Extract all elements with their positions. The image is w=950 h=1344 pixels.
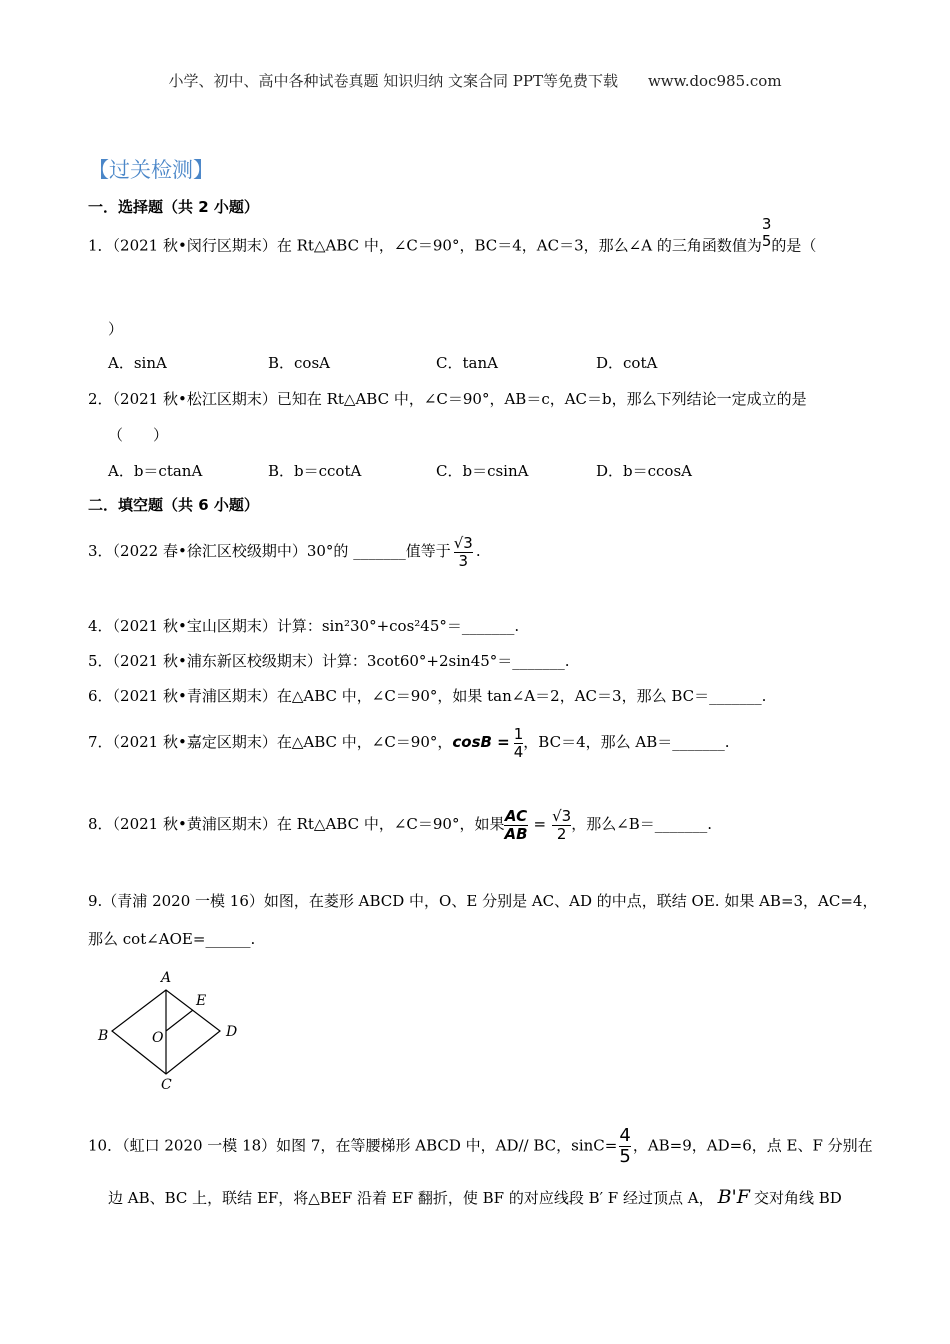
part2-heading: 二．填空题（共 6 小题） [88, 496, 259, 514]
question-2: 2．（2021 秋•松江区期末）已知在 Rt△ABC 中，∠C＝90°，AB＝c，AC＝b，那么下列结论一定成立的是 [88, 390, 807, 408]
q2-option-b: B．b＝ccotA [268, 462, 362, 480]
question-9-line1: 9.（青浦 2020 一模 16）如图，在菱形 ABCD 中，O、E 分别是 AC、AD 的中点，联结 OE. 如果 AB=3，AC=4， [88, 892, 878, 910]
question-1-cont: ） [108, 320, 124, 338]
label-c: C [161, 1077, 172, 1093]
q1-option-c: C．tanA [436, 354, 498, 372]
question-3: 3．（2022 春•徐汇区校级期中）30°的 _______值等于 $\frac{√3}{3}$ . [88, 534, 481, 570]
fraction-three-fifths: 3 5 [761, 215, 772, 250]
label-a: A [161, 970, 172, 986]
fraction-sqrt3-over-2: $\frac{√3}{2}$ [552, 807, 572, 843]
question-2-cont: （ ） [108, 426, 169, 444]
fraction-ac-over-ab: $\frac{AC}{AB}$ [504, 807, 528, 843]
q2-option-d: D．b＝ccosA [596, 462, 692, 480]
question-1-prefix: 1．（2021 秋•闵行区期末）在 Rt△ABC 中，∠C＝90°，BC＝4，AC＝3，那么∠A 的三角函数值为 [88, 236, 762, 255]
question-7: 7．（2021 秋•嘉定区期末）在△ABC 中，∠C＝90°，cosB = $\frac{1}{4}$ ，BC＝4，那么 AB＝_______. [88, 725, 730, 761]
b-prime-f-label: B'F [717, 1186, 750, 1208]
label-o: O [152, 1030, 164, 1046]
q1-option-a: A．sinA [108, 354, 167, 372]
page-header: 小学、初中、高中各种试卷真题 知识归纳 文案合同 PPT等免费下载 www.doc985.com [168, 72, 782, 90]
cos-b-label: cosB = [452, 733, 510, 751]
q1-option-d: D．cotA [596, 354, 658, 372]
rhombus-figure [90, 965, 250, 1095]
fraction-sqrt3-over-3: $\frac{√3}{3}$ [453, 534, 473, 570]
q2-option-a: A．b＝ctanA [108, 462, 203, 480]
question-6: 6．（2021 秋•青浦区期末）在△ABC 中，∠C＝90°，如果 tan∠A＝2，AC＝3，那么 BC＝_______. [88, 687, 767, 705]
segment-oe [166, 1010, 193, 1031]
question-9-line2: 那么 cot∠AOE=______. [88, 930, 256, 948]
question-8: 8．（2021 秋•黄浦区期末）在 Rt△ABC 中，∠C＝90°，如果 $\frac{AC}{AB}$ = $\frac{√3}{2}$ ，那么∠B＝_______. [88, 807, 713, 843]
question-10-line1: 10．（虹口 2020 一模 18）如图 7，在等腰梯形 ABCD 中，AD// BC，sinC= $\frac{4}{5}$ ，AB=9，AD=6，点 E、F 分别在 [88, 1125, 873, 1167]
label-b: B [98, 1028, 109, 1044]
q2-option-c: C．b＝csinA [436, 462, 529, 480]
fraction-four-fifths: $\frac{4}{5}$ [619, 1125, 631, 1167]
q1-option-b: B．cosA [268, 354, 330, 372]
fraction-one-quarter: $\frac{1}{4}$ [513, 725, 524, 761]
question-1: 1．（2021 秋•闵行区期末）在 Rt△ABC 中，∠C＝90°，BC＝4，AC＝3，那么∠A 的三角函数值为 3 5 的是（ [88, 215, 817, 255]
question-10-line2: 边 AB、BC 上，联结 EF，将△BEF 沿着 EF 翻折，使 BF 的对应线段 B′ F 经过顶点 A， B'F 交对角线 BD [108, 1186, 842, 1208]
part1-heading: 一．选择题（共 2 小题） [88, 198, 259, 216]
question-5: 5．（2021 秋•浦东新区校级期末）计算：3cot60°+2sin45°＝_______. [88, 652, 570, 670]
label-e: E [196, 993, 207, 1009]
label-d: D [226, 1024, 238, 1040]
section-title: 【过关检测】 [88, 158, 214, 182]
question-4: 4．（2021 秋•宝山区期末）计算：sin²30°+cos²45°＝_______. [88, 617, 520, 635]
